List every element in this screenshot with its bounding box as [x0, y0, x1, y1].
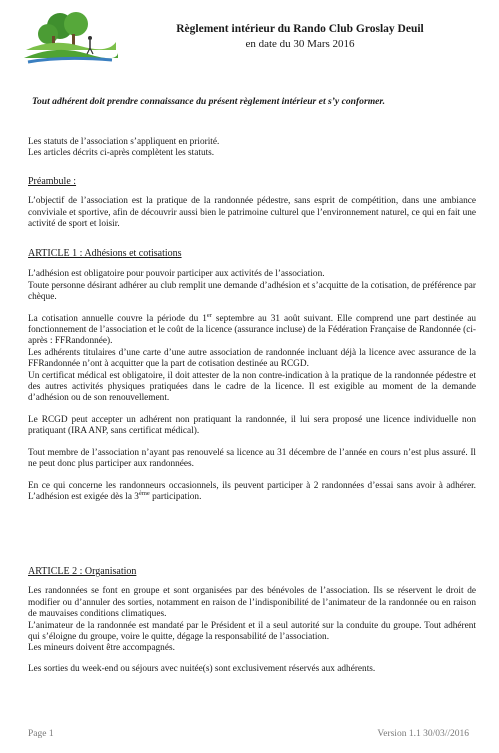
club-logo — [22, 10, 118, 68]
article-1-paragraph: Tout membre de l’association n’ayant pas renouvelé sa licence au 31 décembre de l’année en cours n’est plus assuré. Il ne peut donc plus participer aux randonnées. — [28, 447, 476, 470]
article-1-paragraph: Toute personne désirant adhérer au club remplit une demande d’adhésion et s’acquitte de la cotisation, de préférence par chèque. — [28, 280, 476, 303]
article-1-paragraph: Un certificat médical est obligatoire, il doit attester de la non contre-indication à la pratique de la randonnée pédestre et des autres activités physiques pratiquées dans le cadre de la licence. Il est exigible au moment de la demande d’adhésion ou de son renouvellement. — [28, 370, 476, 404]
article-2-heading: ARTICLE 2 : Organisation — [28, 566, 137, 577]
article-1-heading: ARTICLE 1 : Adhésions et cotisations — [28, 248, 182, 259]
article-2-section — [28, 566, 476, 675]
article-1-paragraph: Le RCGD peut accepter un adhérent non pratiquant la randonnée, il lui sera proposé une licence individuelle non pratiquant (IRA ANP, sans certificat médical). — [28, 414, 476, 437]
preambule-section — [28, 176, 476, 231]
article-1-paragraph: La cotisation annuelle couvre la période du 1er septembre au 31 août suivant. Elle comprend une part destinée au fonctionnement de l’association et le coût de la licence (assurance incluse) de la Fédération Française de Randonnée (ci-après : FFRandonnée). — [28, 311, 476, 347]
preambule-text: L’objectif de l’association est la pratique de la randonnée pédestre, sans esprit de compétition, dans une ambiance conviviale et sportive, afin de découvrir aussi bien le patrimoine culturel que l’environnement naturel, ce qui en fait une activité de sport et loisir. — [28, 196, 476, 230]
article-1-paragraph: Les adhérents titulaires d’une carte d’une autre association de randonnée incluant déjà la licence avec assurance de la FFRandonnée n’ont à acquitter que la part de cotisation destinée au RCGD. — [28, 347, 476, 370]
article-1-section — [28, 248, 476, 503]
article-2-paragraph: Les randonnées se font en groupe et sont organisées par des bénévoles de l’association. Ils se réservent le droit de modifier ou d’annuler des sorties, notamment en raison de l’indisponibilité de l’animateur de la randonnée ou en raison de mauvaises conditions climatiques. — [28, 586, 476, 620]
version-label: Version 1.1 30/03//2016 — [377, 729, 469, 739]
preambule-heading: Préambule : — [28, 176, 77, 187]
article-1-paragraph: L’adhésion est obligatoire pour pouvoir participer aux activités de l’association. — [28, 269, 325, 280]
document-header — [120, 22, 480, 51]
page-number: Page 1 — [28, 729, 54, 739]
statuts-section — [28, 137, 476, 160]
statuts-line-2: Les articles décrits ci-après complètent les statuts. — [28, 148, 215, 159]
article-1-paragraph: En ce qui concerne les randonneurs occasionnels, ils peuvent participer à 2 randonnées d’essai sans avoir à adhérer. L’adhésion est exigée dès la 3ème participation. — [28, 480, 476, 502]
article-2-paragraph: L’animateur de la randonnée est mandaté par le Président et il a seul autorité sur la conduite du groupe. Tout adhérent qui s’éloigne du groupe, voire le quitte, dégage la responsabilité de l’association. — [28, 620, 476, 643]
statuts-line-1: Les statuts de l’association s’appliquent en priorité. — [28, 137, 220, 147]
document-title: Règlement intérieur du Rando Club Groslay Deuil — [176, 23, 424, 35]
article-2-paragraph: Les sorties du week-end ou séjours avec nuitée(s) sont exclusivement réservés aux adhérents. — [28, 663, 376, 674]
article-2-paragraph: Les mineurs doivent être accompagnés. — [28, 643, 175, 654]
intro-statement: Tout adhérent doit prendre connaissance du présent règlement intérieur et s’y conformer. — [32, 96, 386, 107]
document-date: en date du 30 Mars 2016 — [245, 38, 355, 50]
